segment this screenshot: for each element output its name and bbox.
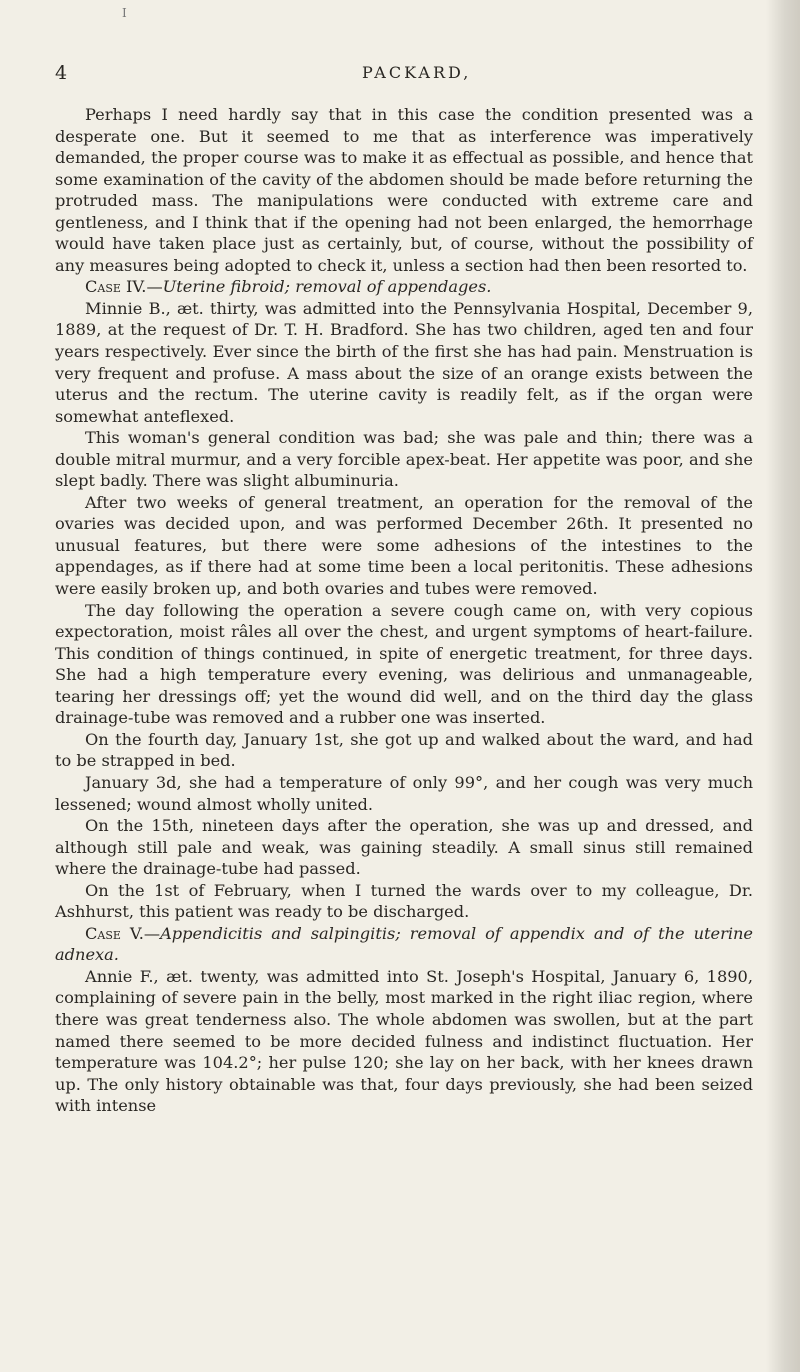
paragraph-cough: The day following the operation a severe cough came on, with very copious expectoration, moist râles all over the chest, and urgent symptoms of heart-failure. This condition of things continued, in spite of energetic treatment, for three days. She had a high temperature every evening, was delirious and unmanageable, tearing her dressings off; yet the wound did well, and on the third day the glass drainage-tube was removed and a rubber one was inserted.	[55, 600, 753, 728]
paragraph-15th: On the 15th, nineteen days after the operation, she was up and dressed, and although still pale and weak, was gaining steadily. A small sinus still remained where the drainage-tube had passed.	[55, 816, 753, 879]
paragraph-general-condition: This woman's general condition was bad; she was pale and thin; there was a double mitral murmur, and a very forcible apex-beat. Her appetite was poor, and she slept badly. There was slight albuminuria.	[55, 428, 753, 491]
page-number: 4	[55, 62, 68, 84]
case-v-label: Case V.—	[85, 923, 161, 943]
paragraph-minnie: Minnie B., æt. thirty, was admitted into the Pennsylvania Hospital, December 9, 1889, at the request of Dr. T. H. Bradford. She has two children, aged ten and four years respectively. Ever since the birth of the first she has had pain. Menstruation is very frequent and profuse. A mass about the size of an orange exists between the uterus and the rectum. The uterine cavity is readily felt, as if the organ were somewhat anteflexed.	[55, 298, 753, 426]
case-iv-label: Case IV.—	[85, 277, 163, 297]
paragraph-perhaps: Perhaps I need hardly say that in this case the condition presented was a desperate one. But it seemed to me that as interference was imperatively demanded, the proper course was to make it as effectual as possible, and hence that some examination of the cavity of the abdomen should be made before returning the protruded mass. The manipulations were conducted with extreme care and gentleness, and I think that if the opening had not been enlarged, the hemorrhage would have taken place just as certainly, but, of course, without the possibility of any measures being adopted to check it, unless a section had then been resorted to.	[55, 105, 753, 275]
page-edge-shadow	[766, 0, 800, 1372]
page-header	[55, 62, 745, 92]
running-head: PACKARD,	[362, 63, 472, 82]
paragraph-annie: Annie F., æt. twenty, was admitted into St. Joseph's Hospital, January 6, 1890, complaining of severe pain in the belly, most marked in the right iliac region, where there was great tenderness also. The whole abdomen was swollen, but at the part named there seemed to be more decided fulness and indistinct fluctuation. Her temperature was 104.2°; her pulse 120; she lay on her back, with her knees drawn up. The only history obtainable was that, four days previously, she had been seized with intense	[55, 966, 753, 1116]
case-v-title: Appendicitis and salpingitis; removal of appendix and of the uterine adnexa.	[55, 923, 753, 965]
body-text	[55, 104, 753, 1117]
paragraph-fourth-day: On the fourth day, January 1st, she got up and walked about the ward, and had to be strapped in bed.	[55, 729, 753, 771]
paragraph-operation: After two weeks of general treatment, an operation for the removal of the ovaries was decided upon, and was performed December 26th. It presented no unusual features, but there were some adhesions of the intestines to the appendages, as if there had at some time been a local peritonitis. These adhesions were easily broken up, and both ovaries and tubes were removed.	[55, 492, 753, 599]
case-v-heading	[55, 923, 753, 966]
case-iv-heading	[55, 276, 753, 298]
paragraph-january-3d: January 3d, she had a temperature of only 99°, and her cough was very much lessened; wound almost wholly united.	[55, 772, 753, 814]
paragraph-february: On the 1st of February, when I turned the wards over to my colleague, Dr. Ashhurst, this patient was ready to be discharged.	[55, 880, 753, 922]
top-margin-mark: I	[122, 6, 127, 20]
case-iv-title: Uterine fibroid; removal of appendages.	[162, 277, 492, 297]
